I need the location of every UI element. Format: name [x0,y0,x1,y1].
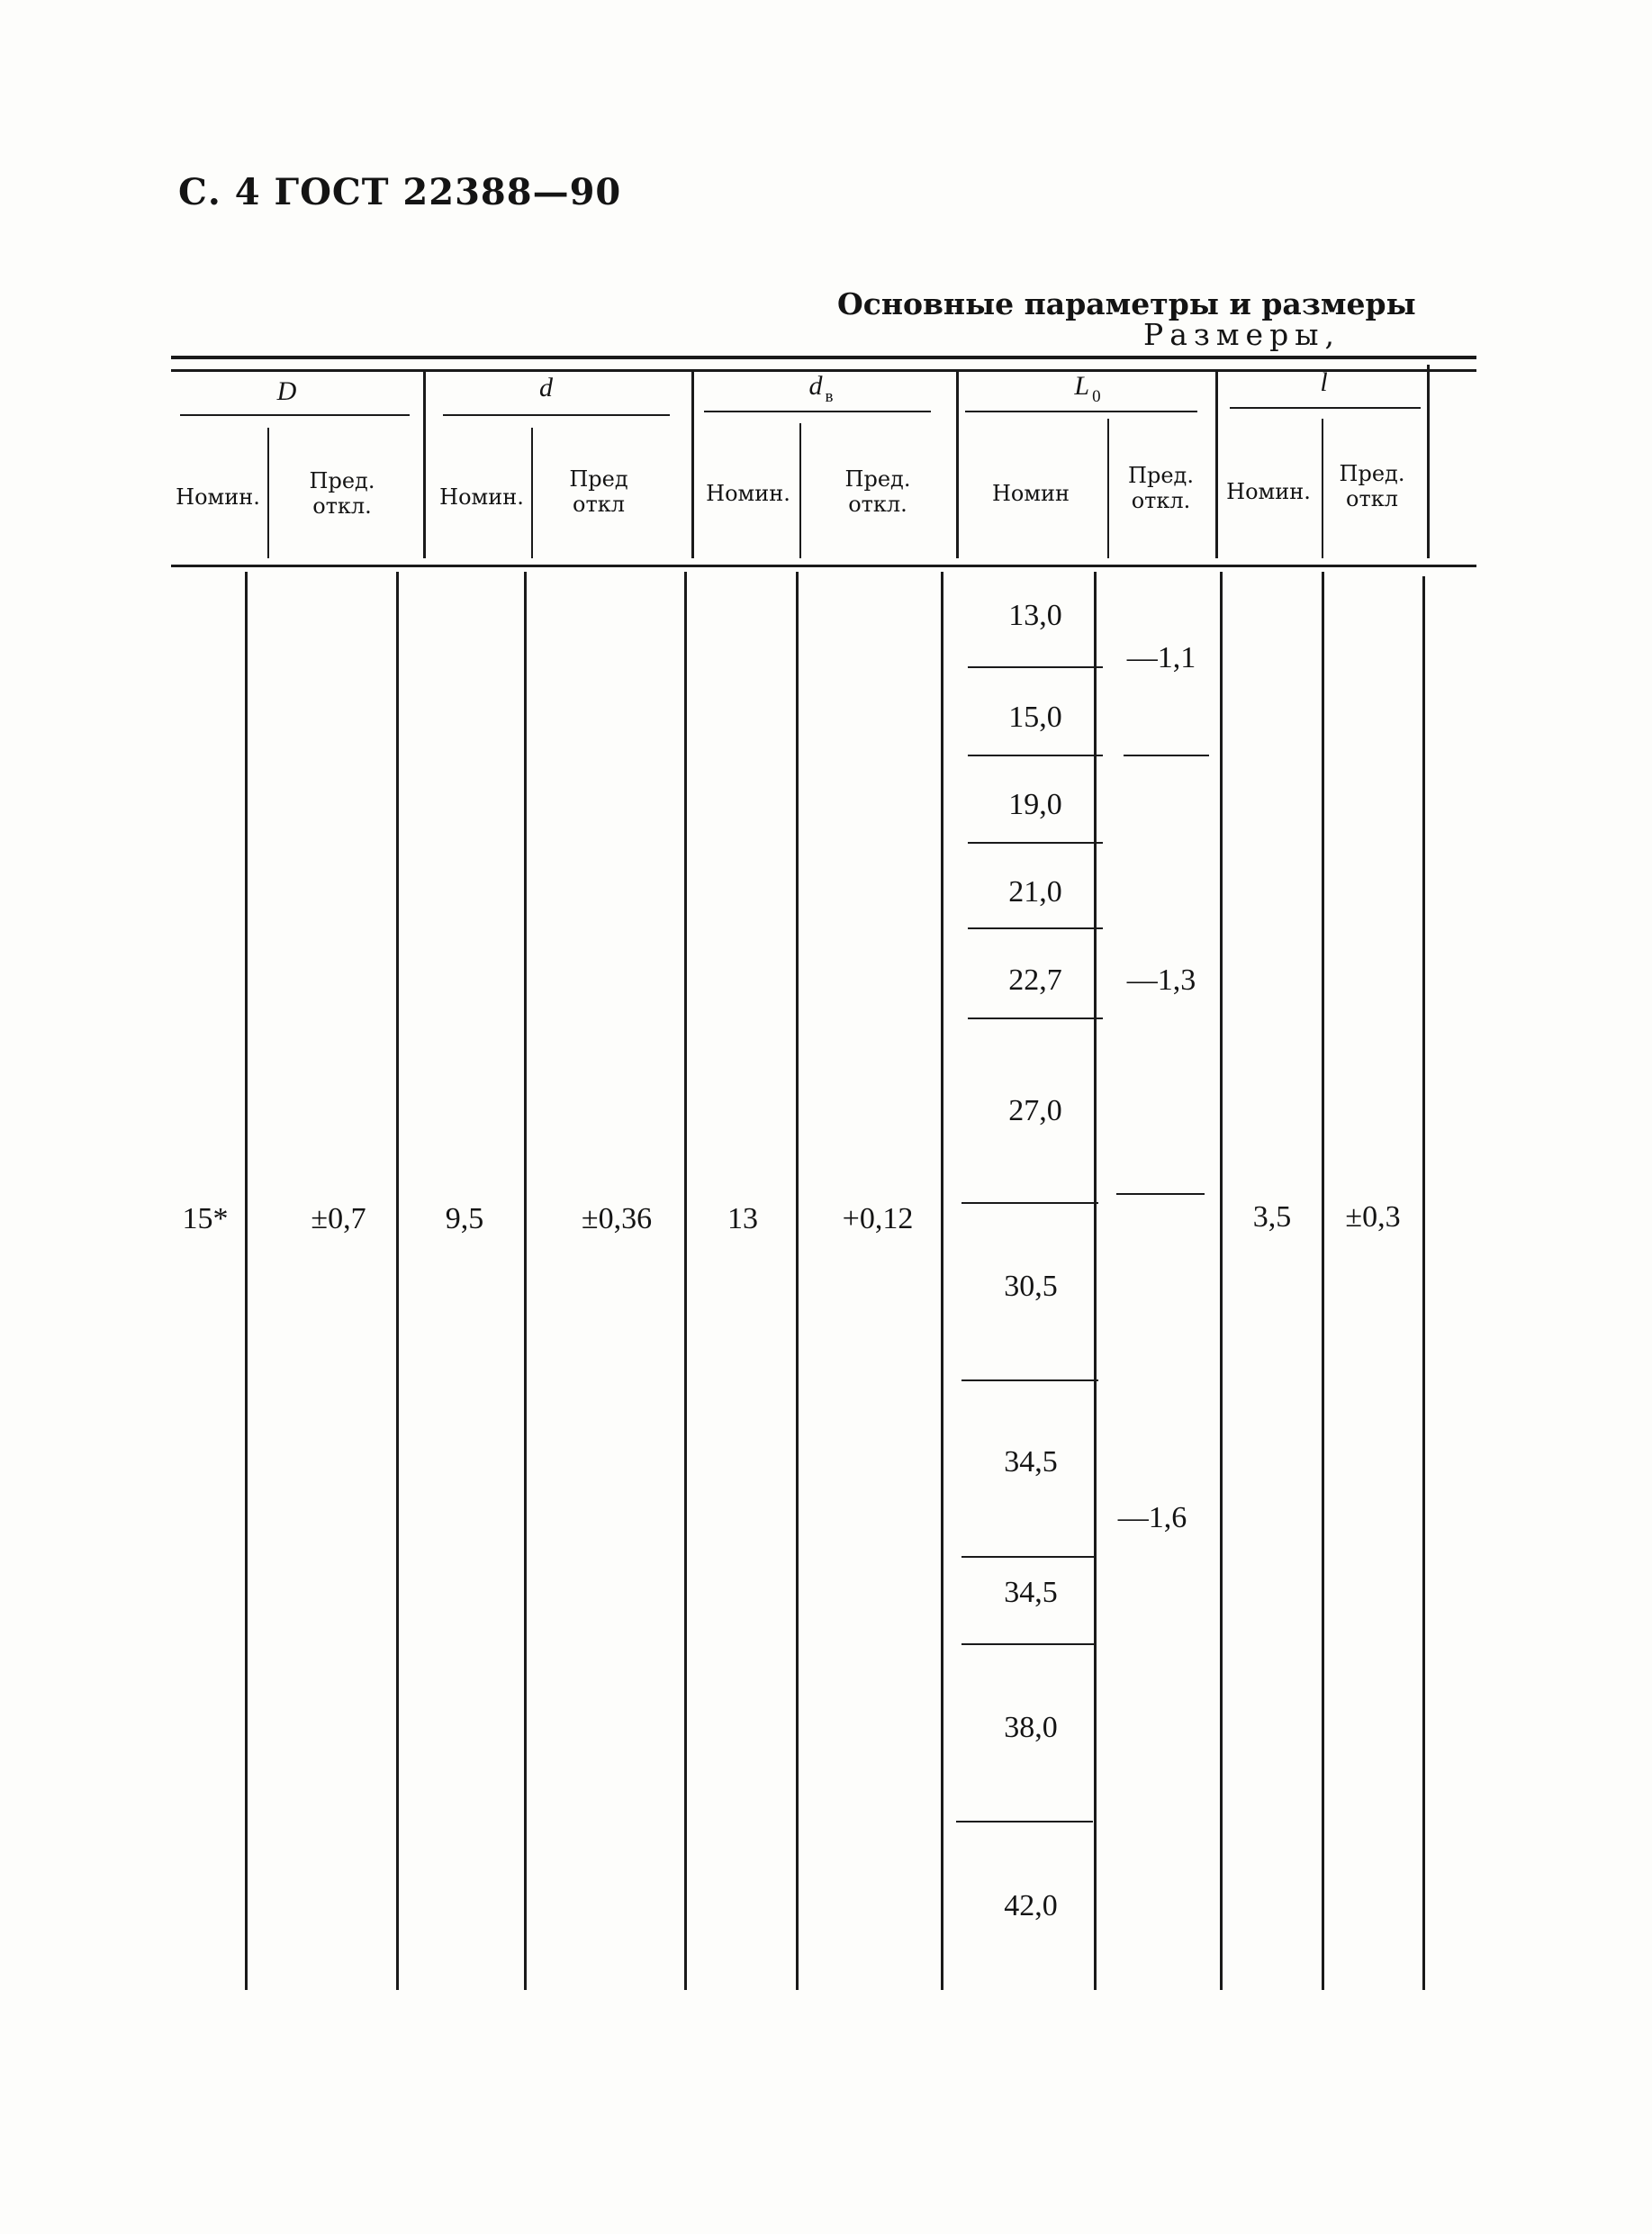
L-row-divider [968,1018,1103,1019]
header-col-sep [799,423,801,558]
body-col-sep [245,572,248,1990]
body-col-sep [1422,576,1425,1990]
cell-L-deviation: —1,3 [1126,963,1196,997]
group-underline-l [1230,407,1421,409]
body-col-sep [941,572,943,1990]
page-header: С. 4 ГОСТ 22388—90 [178,171,622,213]
L-row-divider [968,755,1103,756]
cell-L-nominal: 13,0 [1008,599,1062,632]
group-header-dv: d $_в$ [808,371,834,406]
cell-L-nominal: 19,0 [1008,788,1062,821]
table-units: Размеры, [1143,317,1341,352]
L-row-divider [968,666,1103,668]
L-row-divider [968,927,1103,929]
group-header-l: l [1320,367,1328,397]
L-dev-divider [1116,1193,1205,1195]
cell-dv-nominal: 13 [727,1202,758,1235]
subheader-l-deviation: Пред. откл [1339,461,1405,511]
group-header-L0: L $_0$ [1074,371,1101,406]
cell-L-nominal: 21,0 [1008,875,1062,909]
cell-l-deviation: ±0,3 [1345,1200,1401,1234]
L-row-divider [961,1556,1097,1558]
header-col-sep [423,369,426,558]
body-col-sep [684,572,687,1990]
subheader-D-nominal: Номин. [176,484,260,510]
group-underline-L0 [965,411,1197,412]
header-col-sep [1215,369,1218,558]
cell-L-nominal: 22,7 [1008,963,1062,997]
cell-L-nominal: 15,0 [1008,701,1062,734]
subheader-dv-deviation: Пред. откл. [844,466,911,517]
L-dev-divider [1124,755,1209,756]
header-col-sep [267,428,269,558]
cell-d-deviation: ±0,36 [581,1202,653,1235]
L-row-divider [968,842,1103,844]
body-col-sep [1322,572,1324,1990]
cell-dv-deviation: +0,12 [842,1202,914,1235]
cell-L-nominal: 34,5 [1004,1576,1058,1609]
cell-L-deviation: —1,6 [1117,1501,1187,1534]
L-row-divider [956,1821,1093,1822]
subheader-dv-nominal: Номин. [706,481,790,506]
subheader-D-deviation: Пред. откл. [309,468,375,519]
group-header-D: D [276,376,297,406]
header-col-sep [691,369,694,558]
header-col-sep [956,369,959,558]
cell-L-nominal: 30,5 [1004,1270,1058,1303]
group-header-d: d [539,373,553,402]
table-top-rule [171,356,1476,359]
subheader-L-deviation: Пред. откл. [1128,463,1194,513]
subheader-l-nominal: Номин. [1226,479,1311,504]
L-row-divider [961,1379,1098,1381]
cell-D-nominal: 15* [182,1202,229,1235]
cell-L-deviation: —1,1 [1126,641,1196,674]
subheader-L-nominal: Номин [991,481,1070,506]
cell-d-nominal: 9,5 [445,1202,484,1235]
group-underline-dv [704,411,931,412]
group-underline-D [180,414,410,416]
cell-L-nominal: 42,0 [1004,1889,1058,1922]
subheader-d-nominal: Номин. [439,484,524,510]
cell-L-nominal: 38,0 [1004,1711,1058,1744]
cell-D-deviation: ±0,7 [311,1202,366,1235]
body-col-sep [524,572,527,1990]
body-col-sep [396,572,399,1990]
cell-l-nominal: 3,5 [1252,1200,1292,1234]
body-col-sep [796,572,799,1990]
L-row-divider [961,1643,1097,1645]
subheader-d-deviation: Пред откл [569,466,628,517]
table-title: Основные параметры и размеры [837,286,1416,321]
L-row-divider [961,1202,1098,1204]
body-col-sep [1094,572,1097,1990]
header-bottom-rule [171,565,1476,567]
cell-L-nominal: 27,0 [1008,1094,1062,1127]
group-underline-d [443,414,670,416]
header-col-sep [1427,365,1430,558]
header-col-sep [531,428,533,558]
cell-L-nominal: 34,5 [1004,1445,1058,1479]
body-col-sep [1220,572,1223,1990]
